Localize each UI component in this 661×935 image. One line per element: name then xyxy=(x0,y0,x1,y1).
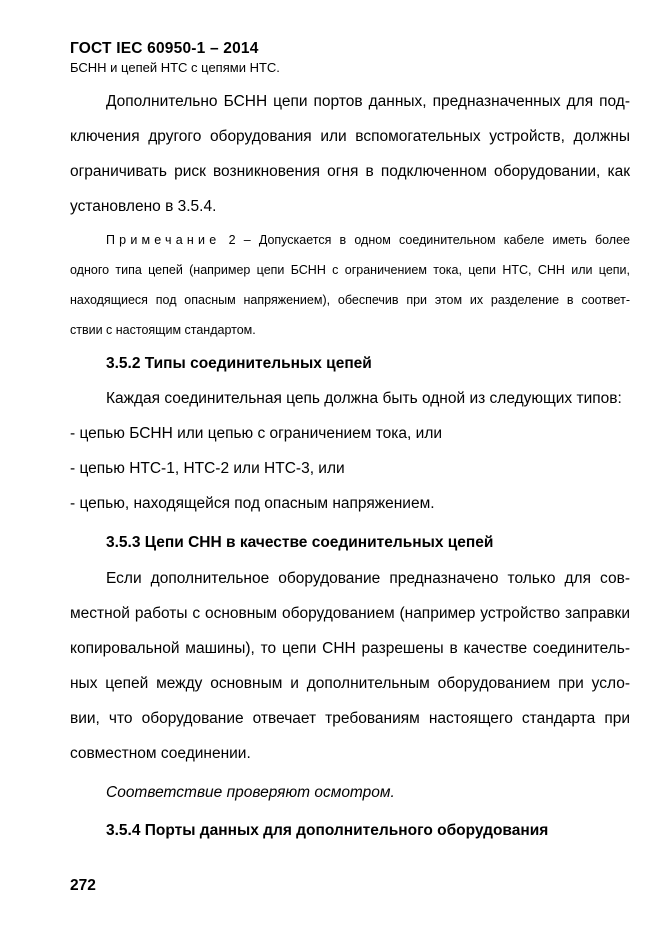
paragraph-line: Каждая соединительная цепь должна быть одной из следующих типов: xyxy=(106,390,622,407)
paragraph-line: ных цепей между основным и дополнительным оборудованием при усло- xyxy=(70,675,630,692)
section-heading: 3.5.3 Цепи СНН в качестве соединительных цепей xyxy=(106,534,494,551)
continued-text: БСНН и цепей НТС с цепями НТС. xyxy=(70,60,280,75)
note-text: 2 – Допускается в одном соединительном кабеле иметь более xyxy=(228,233,630,247)
section-heading: 3.5.2 Типы соединительных цепей xyxy=(106,355,372,372)
paragraph-line: местной работы с основным оборудованием (например устройство заправки xyxy=(70,605,630,622)
paragraph-line: ключения другого оборудования или вспомогательных устройств, должны xyxy=(70,128,630,145)
note-line: одного типа цепей (например цепи БСНН с ограничением тока, цепи НТС, СНН или цепи, xyxy=(70,263,630,277)
note-label: Примечание xyxy=(106,233,221,247)
paragraph-line: ограничивать риск возникновения огня в подключенном оборудовании, как xyxy=(70,163,630,180)
paragraph-line: Если дополнительное оборудование предназначено только для сов- xyxy=(106,570,630,587)
note-line: находящиеся под опасным напряжением), обеспечив при этом их разделение в соответ- xyxy=(70,293,630,307)
list-item: - цепью БСНН или цепью с ограничением тока, или xyxy=(70,425,443,442)
note-first-line xyxy=(106,234,630,247)
paragraph-line: совместном соединении. xyxy=(70,745,251,762)
compliance-note: Соответствие проверяют осмотром. xyxy=(106,784,395,801)
note-line: ствии с настоящим стандартом. xyxy=(70,323,256,337)
paragraph-line: копировальной машины), то цепи СНН разрешены в качестве соединитель- xyxy=(70,640,630,657)
list-item: - цепью НТС-1, НТС-2 или НТС-3, или xyxy=(70,460,345,477)
standard-title: ГОСТ IEC 60950-1 – 2014 xyxy=(70,40,259,57)
list-item: - цепью, находящейся под опасным напряжением. xyxy=(70,495,435,512)
paragraph-line: Дополнительно БСНН цепи портов данных, предназначенных для под- xyxy=(106,93,630,110)
paragraph-line: установлено в 3.5.4. xyxy=(70,198,217,215)
section-heading: 3.5.4 Порты данных для дополнительного оборудования xyxy=(106,822,549,839)
paragraph-line: вии, что оборудование отвечает требованиям настоящего стандарта при xyxy=(70,710,630,727)
page-number: 272 xyxy=(70,877,96,894)
